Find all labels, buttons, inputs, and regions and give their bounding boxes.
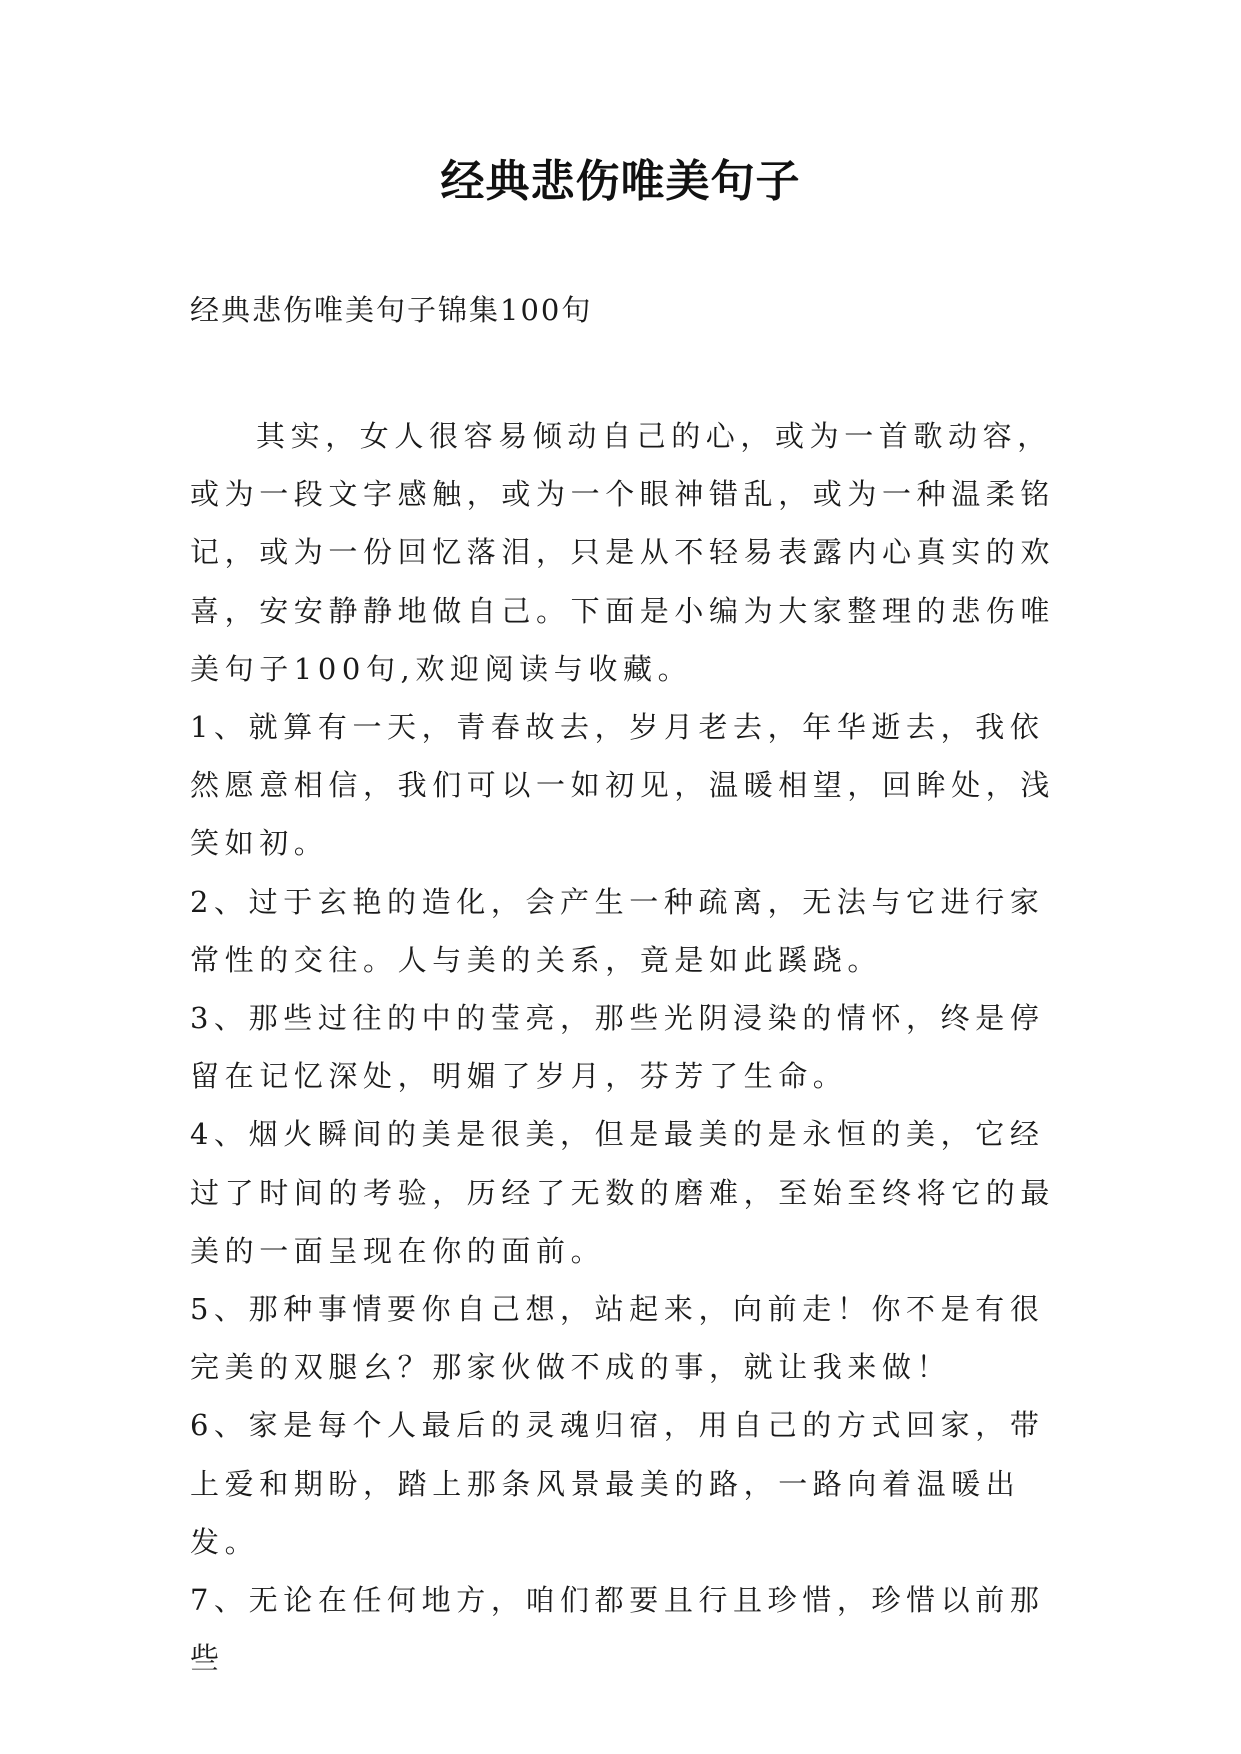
document-subtitle: 经典悲伤唯美句子锦集100句 <box>190 293 593 327</box>
intro-paragraph: 其实，女人很容易倾动自己的心，或为一首歌动容，或为一段文字感触，或为一个眼神错乱，或为一种温柔铭记，或为一份回忆落泪，只是从不轻易表露内心真实的欢喜，安安静静地做自己。下面是小编为大家整理的悲伤唯美句子100句,欢迎阅读与收藏。 <box>190 419 1056 686</box>
document-body <box>190 407 1070 1687</box>
list-item: 1、就算有一天，青春故去，岁月老去，年华逝去，我依然愿意相信，我们可以一如初见，温暖相望，回眸处，浅笑如初。 <box>190 710 1056 861</box>
document-title: 经典悲伤唯美句子 <box>440 156 801 207</box>
list-item: 4、烟火瞬间的美是很美，但是最美的是永恒的美，它经过了时间的考验，历经了无数的磨难，至始至终将它的最美的一面呈现在你的面前。 <box>190 1117 1056 1268</box>
list-item: 7、无论在任何地方，咱们都要且行且珍惜，珍惜以前那些 <box>190 1583 1045 1676</box>
list-item: 3、那些过往的中的莹亮，那些光阴浸染的情怀，终是停留在记忆深处，明媚了岁月，芬芳了生命。 <box>190 1001 1045 1094</box>
list-item: 5、那种事情要你自己想，站起来，向前走！你不是有很完美的双腿幺？那家伙做不成的事，就让我来做！ <box>190 1292 1045 1385</box>
list-item: 2、过于玄艳的造化，会产生一种疏离，无法与它进行家常性的交往。人与美的关系，竟是如此蹊跷。 <box>190 884 1045 977</box>
list-item: 6、家是每个人最后的灵魂归宿，用自己的方式回家，带上爱和期盼，踏上那条风景最美的路，一路向着温暖出发。 <box>190 1408 1045 1559</box>
